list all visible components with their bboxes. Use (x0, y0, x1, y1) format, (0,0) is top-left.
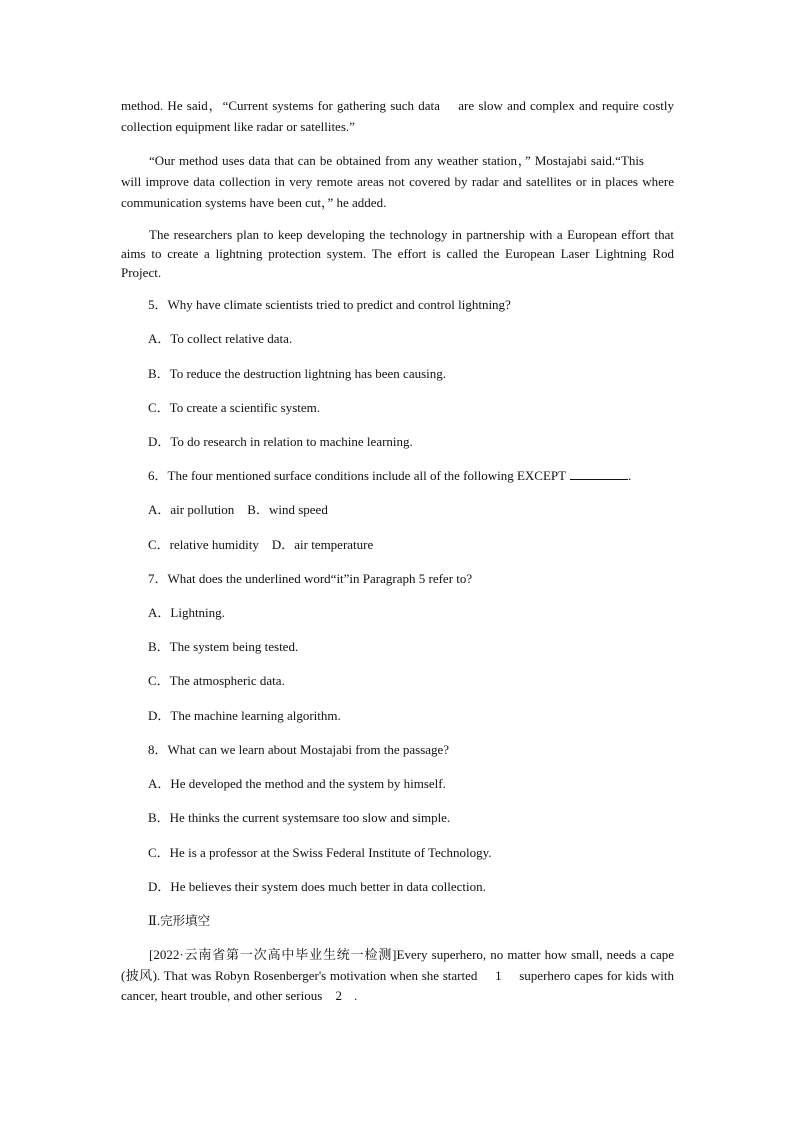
answer-option: C．The atmospheric data. (148, 673, 285, 688)
cloze-passage (121, 945, 674, 1007)
cloze-text: . (354, 988, 358, 1003)
cloze-text: Every superhero, no matter how small, needs a cape (披风). That was Robyn Rosenberger's motivation when she started (121, 947, 674, 983)
answer-blank (570, 467, 628, 480)
answer-option: B．To reduce the destruction lightning has been causing. (148, 366, 447, 381)
cloze-blank-number: 2 (335, 988, 343, 1003)
section-numeral: Ⅱ. (148, 913, 161, 928)
question-text: . (628, 468, 632, 483)
cloze-blank-number: 1 (495, 967, 502, 983)
answer-option: B．He thinks the current systemsare too slow and simple. (148, 810, 451, 825)
paragraph-text: method. He said，“Current systems for gathering such data (121, 98, 445, 113)
answer-option: A．He developed the method and the system by himself. (148, 776, 446, 791)
question-stem (148, 467, 631, 485)
question-stem: 7．What does the underlined word“it”in Paragraph 5 refer to? (148, 571, 473, 586)
paragraph-quote-1 (121, 95, 674, 137)
question-text: 6．The four mentioned surface conditions include all of the following EXCEPT (148, 468, 567, 483)
answer-option: C．He is a professor at the Swiss Federal Institute of Technology. (148, 845, 492, 860)
question-stem: 5．Why have climate scientists tried to predict and control lightning? (148, 297, 511, 312)
answer-option: D．He believes their system does much better in data collection. (148, 879, 486, 894)
section-heading (148, 912, 210, 930)
paragraph-researchers: The researchers plan to keep developing the technology in partnership with a European effort that aims to create a lightning protection system. The effort is called the European Laser Lightning Rod Project. (121, 227, 674, 280)
paragraph-text: “Our method uses data that can be obtained from any weather station，” Mostajabi said.“This (149, 153, 644, 168)
answer-option: D．To do research in relation to machine learning. (148, 434, 413, 449)
answer-option: A．To collect relative data. (148, 331, 293, 346)
paragraph-text: will improve data collection in very remote areas not covered by radar and satellites or in places where communication systems have been cut，” he added. (121, 174, 674, 210)
section-title: 完形填空 (160, 913, 211, 928)
cloze-source: [2022·云南省第一次高中毕业生统一检测] (149, 947, 397, 962)
answer-option: C．To create a scientific system. (148, 400, 321, 415)
answer-option: B．The system being tested. (148, 639, 299, 654)
answer-option-line: C．relative humidity D．air temperature (148, 537, 374, 552)
cloze-text: superhero capes for kids with cancer, heart trouble, and other serious (121, 967, 674, 1003)
question-stem: 8．What can we learn about Mostajabi from the passage? (148, 742, 450, 757)
answer-option: A．Lightning. (148, 605, 225, 620)
answer-option: D．The machine learning algorithm. (148, 708, 341, 723)
answer-option-line: A．air pollution B．wind speed (148, 502, 328, 517)
paragraph-quote-2 (121, 150, 674, 213)
paragraph-text: are slow and complex and require costly collection equipment like radar or satellites.” (121, 98, 674, 134)
